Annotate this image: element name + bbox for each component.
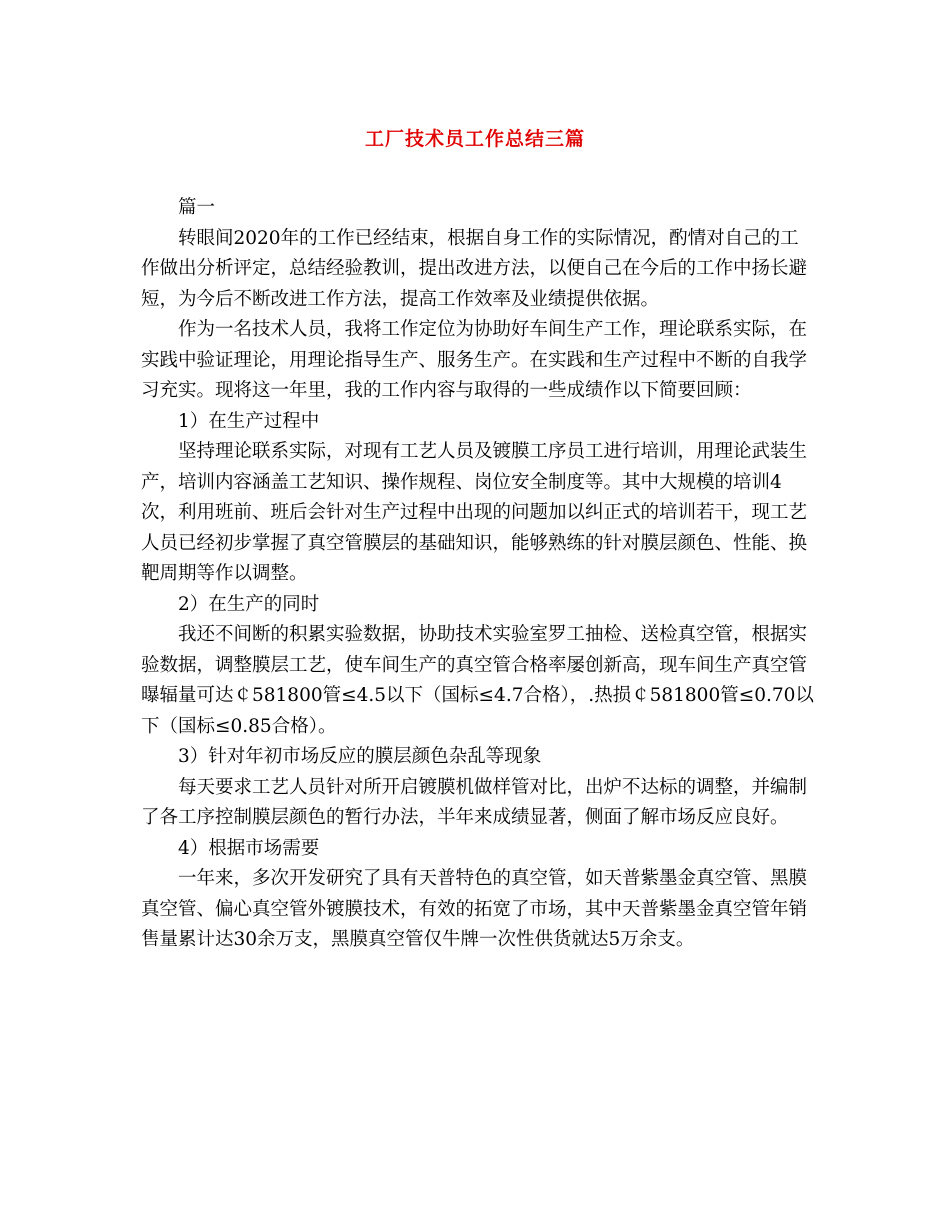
paragraph: 每天要求工艺人员针对所开启镀膜机做样管对比，出炉不达标的调整，并编制了各工序控制膜层颜色的暂行办法，半年来成绩显著，侧面了解市场反应良好。	[141, 776, 808, 828]
section-heading: 篇一	[178, 197, 216, 218]
subheading: 3）针对年初市场反应的膜层颜色杂乱等现象	[178, 746, 542, 767]
subheading: 1）在生产过程中	[178, 410, 320, 432]
document-body	[141, 193, 817, 956]
subheading: 4）根据市场需要	[178, 837, 320, 859]
paragraph: 作为一名技术人员，我将工作定位为协助好车间生产工作，理论联系实际，在实践中验证理论，用理论指导生产、服务生产。在实践和生产过程中不断的自我学习充实。现将这一年里，我的工作内容与取得的一些成绩作以下简要回顾：	[141, 319, 808, 401]
subheading: 2）在生产的同时	[178, 593, 320, 615]
paragraph: 一年来，多次开发研究了具有天普特色的真空管，如天普紫墨金真空管、黑膜真空管、偏心真空管外镀膜技术，有效的拓宽了市场，其中天普紫墨金真空管年销售量累计达30余万支，黑膜真空管仅牛牌一次性供货就达5万余支。	[141, 868, 808, 950]
document-title: 工厂技术员工作总结三篇	[364, 128, 585, 150]
paragraph: 坚持理论联系实际，对现有工艺人员及镀膜工序员工进行培训，用理论武装生产，培训内容涵盖工艺知识、操作规程、岗位安全制度等。其中大规模的培训4次，利用班前、班后会针对生产过程中出现的问题加以纠正式的培训若干，现工艺人员已经初步掌握了真空管膜层的基础知识，能够熟练的针对膜层颜色、性能、换靶周期等作以调整。	[141, 441, 808, 584]
paragraph: 我还不间断的积累实验数据，协助技术实验室罗工抽检、送检真空管，根据实验数据，调整膜层工艺，使车间生产的真空管合格率屡创新高，现车间生产真空管曝辐量可达￠581800管≤4.5以下（国标≤4.7合格），.热损￠581800管≤0.70以下（国标≤0.85合格）。	[141, 624, 814, 737]
paragraph: 转眼间2020年的工作已经结束，根据自身工作的实际情况，酌情对自己的工作做出分析评定，总结经验教训，提出改进方法，以便自己在今后的工作中扬长避短，为今后不断改进工作方法，提高工作效率及业绩提供依据。	[141, 227, 808, 310]
